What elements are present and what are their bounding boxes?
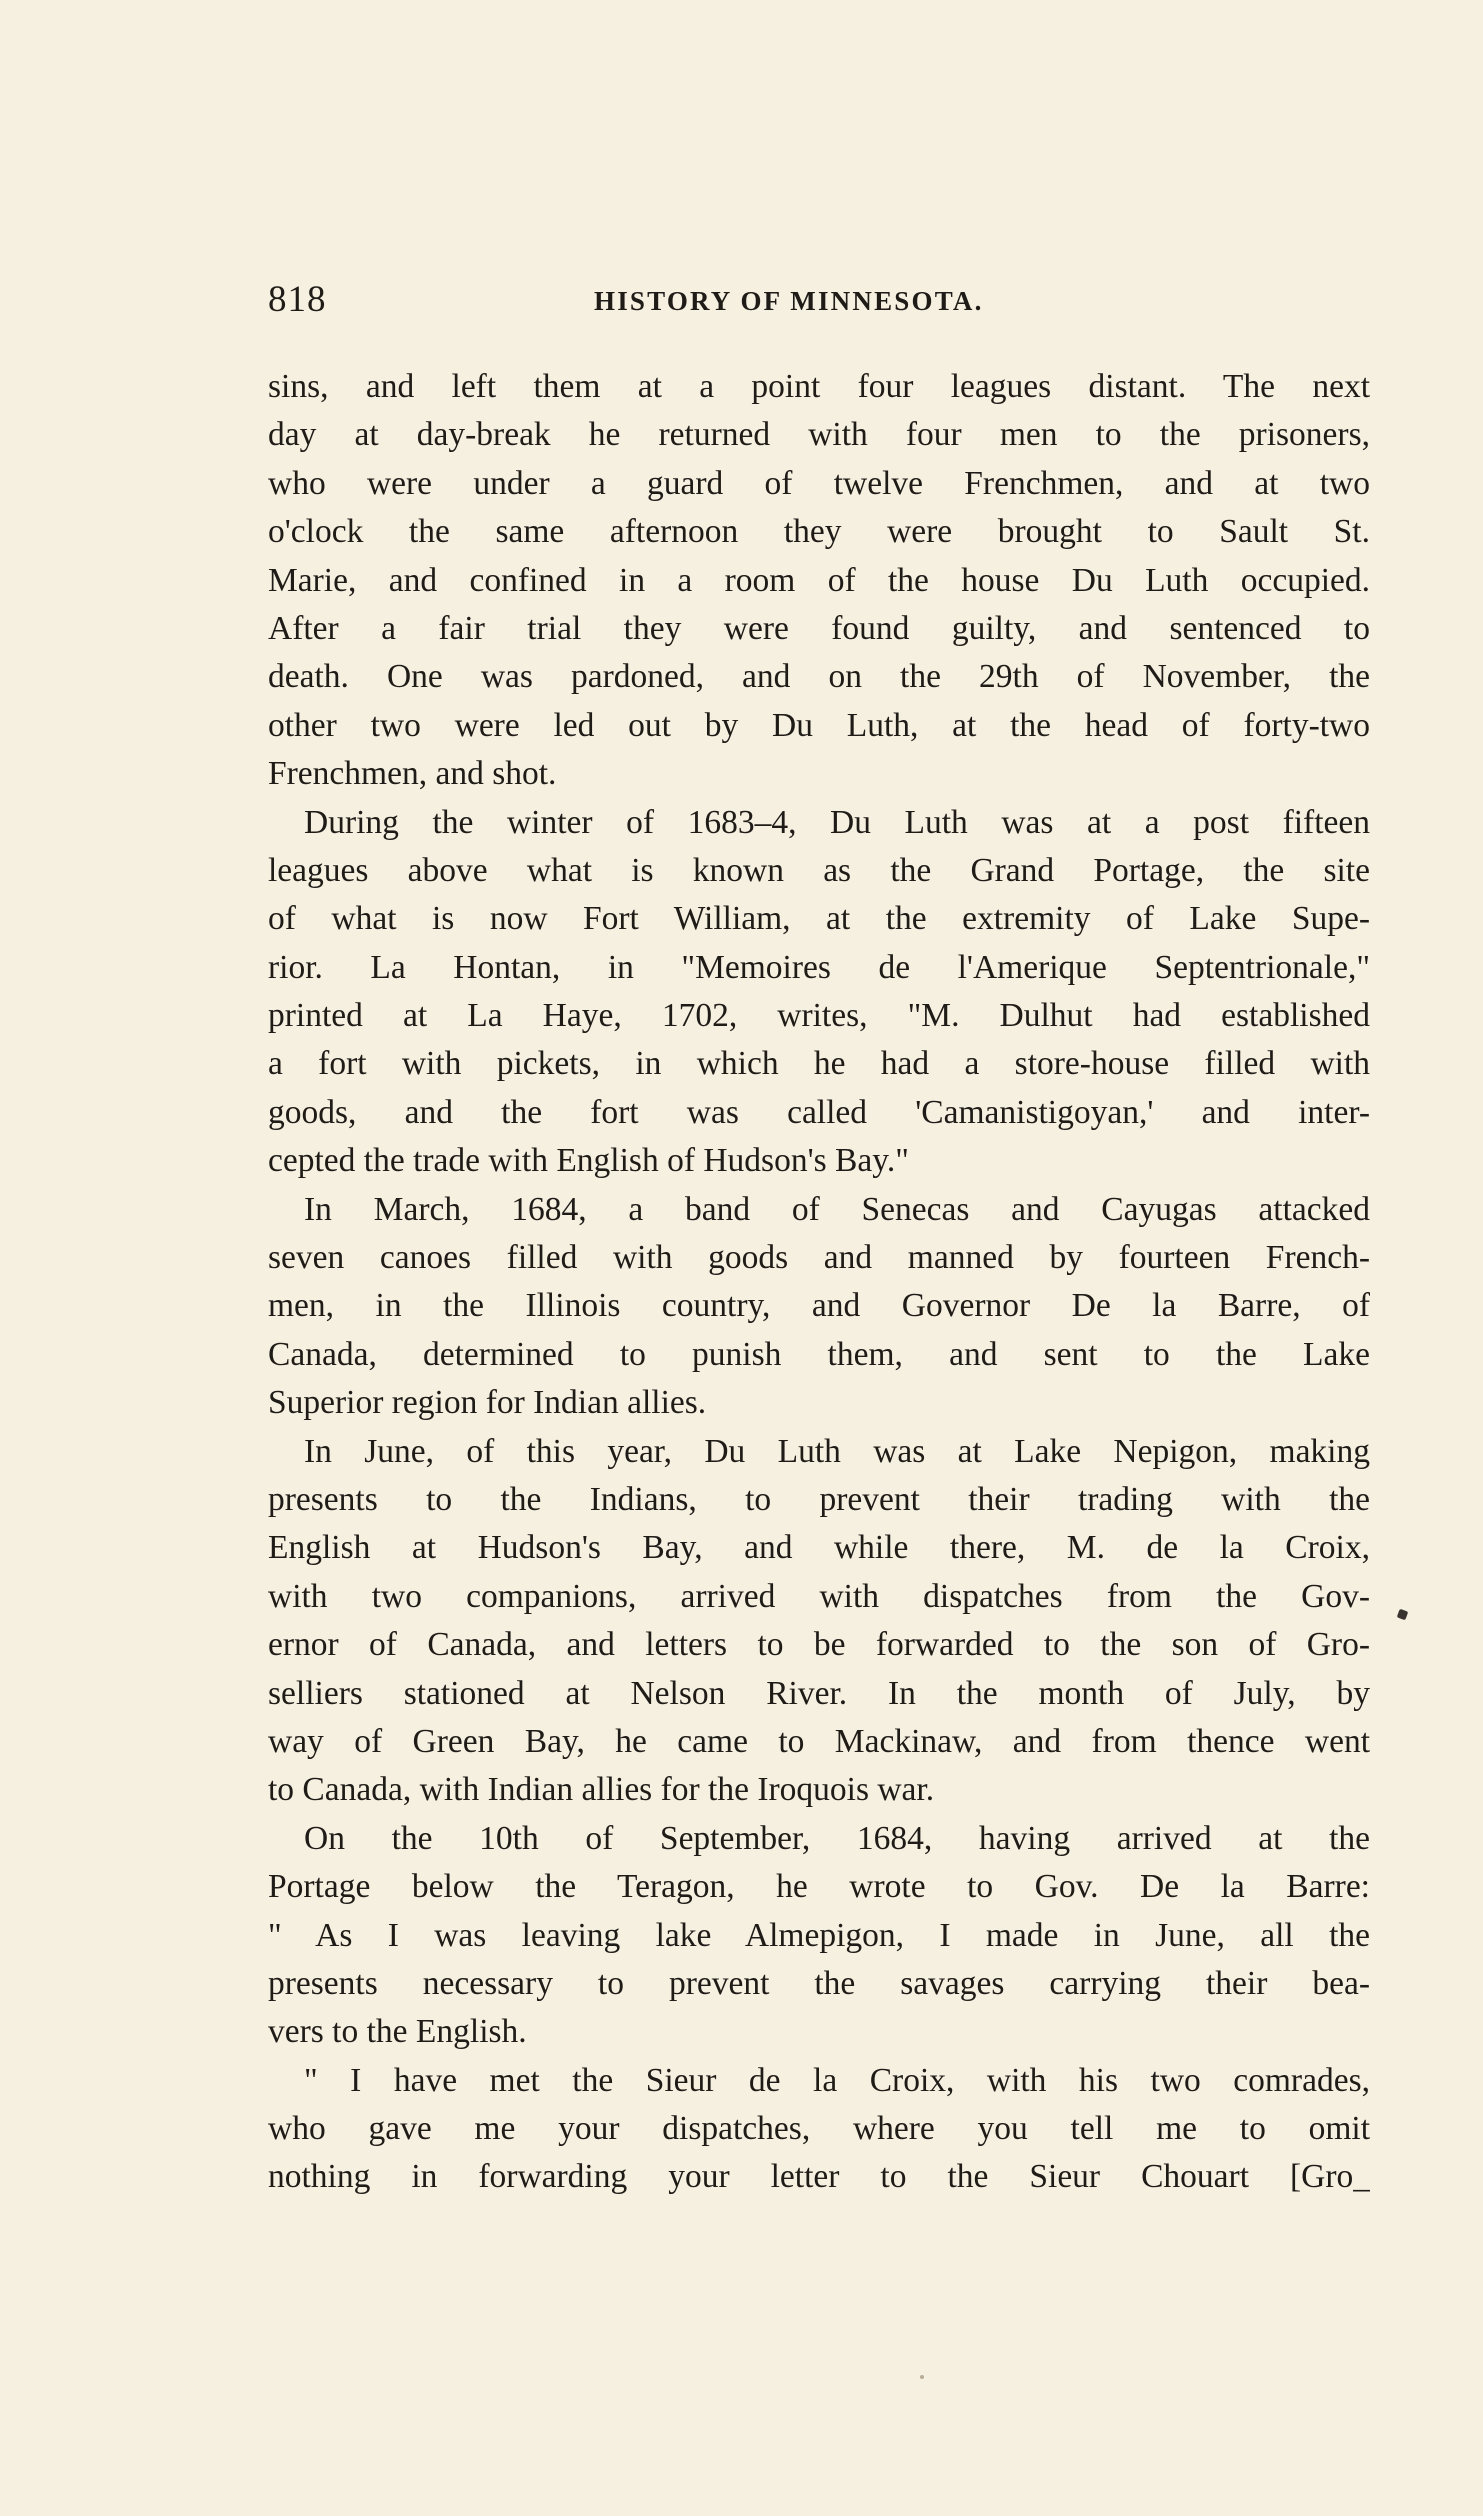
paper-speck [920,2375,924,2379]
text-line: goods, and the fort was called 'Camanistigoyan,' and inter- [268,1093,1370,1131]
ink-blot-mark [1397,1609,1409,1621]
body-text [268,363,1370,2202]
text-line: who gave me your dispatches, where you tell me to omit [268,2110,1370,2148]
text-line: printed at La Haye, 1702, writes, "M. Dulhut had established [268,997,1370,1035]
text-line: day at day-break he returned with four men to the prisoners, [268,416,1370,454]
text-line: " As I was leaving lake Almepigon, I made in June, all the [268,1916,1370,1954]
text-line: Canada, determined to punish them, and sent to the Lake [268,1335,1370,1373]
text-line: presents to the Indians, to prevent their trading with the [268,1480,1370,1518]
text-line: On the 10th of September, 1684, having arrived at the [304,1819,1370,1857]
text-line: selliers stationed at Nelson River. In the month of July, by [268,1674,1370,1712]
text-line: who were under a guard of twelve Frenchmen, and at two [268,464,1370,502]
text-line: cepted the trade with English of Hudson's Bay." [268,1142,909,1180]
text-line: sins, and left them at a point four leagues distant. The next [268,368,1370,405]
text-line: " I have met the Sieur de la Croix, with his two comrades, [304,2061,1370,2099]
text-line: death. One was pardoned, and on the 29th of November, the [268,658,1370,696]
page-number: 818 [268,279,327,320]
running-title: HISTORY OF MINNESOTA. [594,286,984,316]
text-line: Marie, and confined in a room of the house Du Luth occupied. [268,561,1370,599]
text-line: o'clock the same afternoon they were brought to Sault St. [268,513,1370,551]
text-line: rior. La Hontan, in "Memoires de l'Amerique Septentrionale," [268,948,1370,986]
text-line: Portage below the Teragon, he wrote to Gov. De la Barre: [268,1868,1370,1906]
text-line: In March, 1684, a band of Senecas and Cayugas attacked [304,1190,1370,1228]
text-line: men, in the Illinois country, and Governor De la Barre, of [268,1287,1370,1325]
text-line: leagues above what is known as the Grand Portage, the site [268,851,1370,889]
text-line: presents necessary to prevent the savages carrying their bea- [268,1964,1370,2002]
text-line: In June, of this year, Du Luth was at Lake Nepigon, making [304,1432,1370,1470]
text-line: a fort with pickets, in which he had a store-house filled with [268,1045,1370,1083]
text-line: ernor of Canada, and letters to be forwarded to the son of Gro- [268,1626,1370,1664]
text-line: English at Hudson's Bay, and while there, M. de la Croix, [268,1529,1370,1567]
text-line: After a fair trial they were found guilty, and sentenced to [268,609,1370,647]
text-line: During the winter of 1683–4, Du Luth was at a post fifteen [304,803,1370,841]
text-line: Frenchmen, and shot. [268,755,557,793]
running-head [268,275,1370,325]
text-line: seven canoes filled with goods and manned by fourteen French- [268,1239,1370,1277]
text-line: nothing in forwarding your letter to the Sieur Chouart [Gro_ [268,2158,1370,2196]
text-line: other two were led out by Du Luth, at the head of forty-two [268,706,1370,744]
text-line: vers to the English. [268,2013,527,2051]
text-line: to Canada, with Indian allies for the Iroquois war. [268,1771,935,1809]
text-line: of what is now Fort William, at the extremity of Lake Supe- [268,900,1370,938]
text-line: way of Green Bay, he came to Mackinaw, and from thence went [268,1722,1370,1760]
text-line: Superior region for Indian allies. [268,1384,707,1422]
text-line: with two companions, arrived with dispatches from the Gov- [268,1577,1370,1615]
